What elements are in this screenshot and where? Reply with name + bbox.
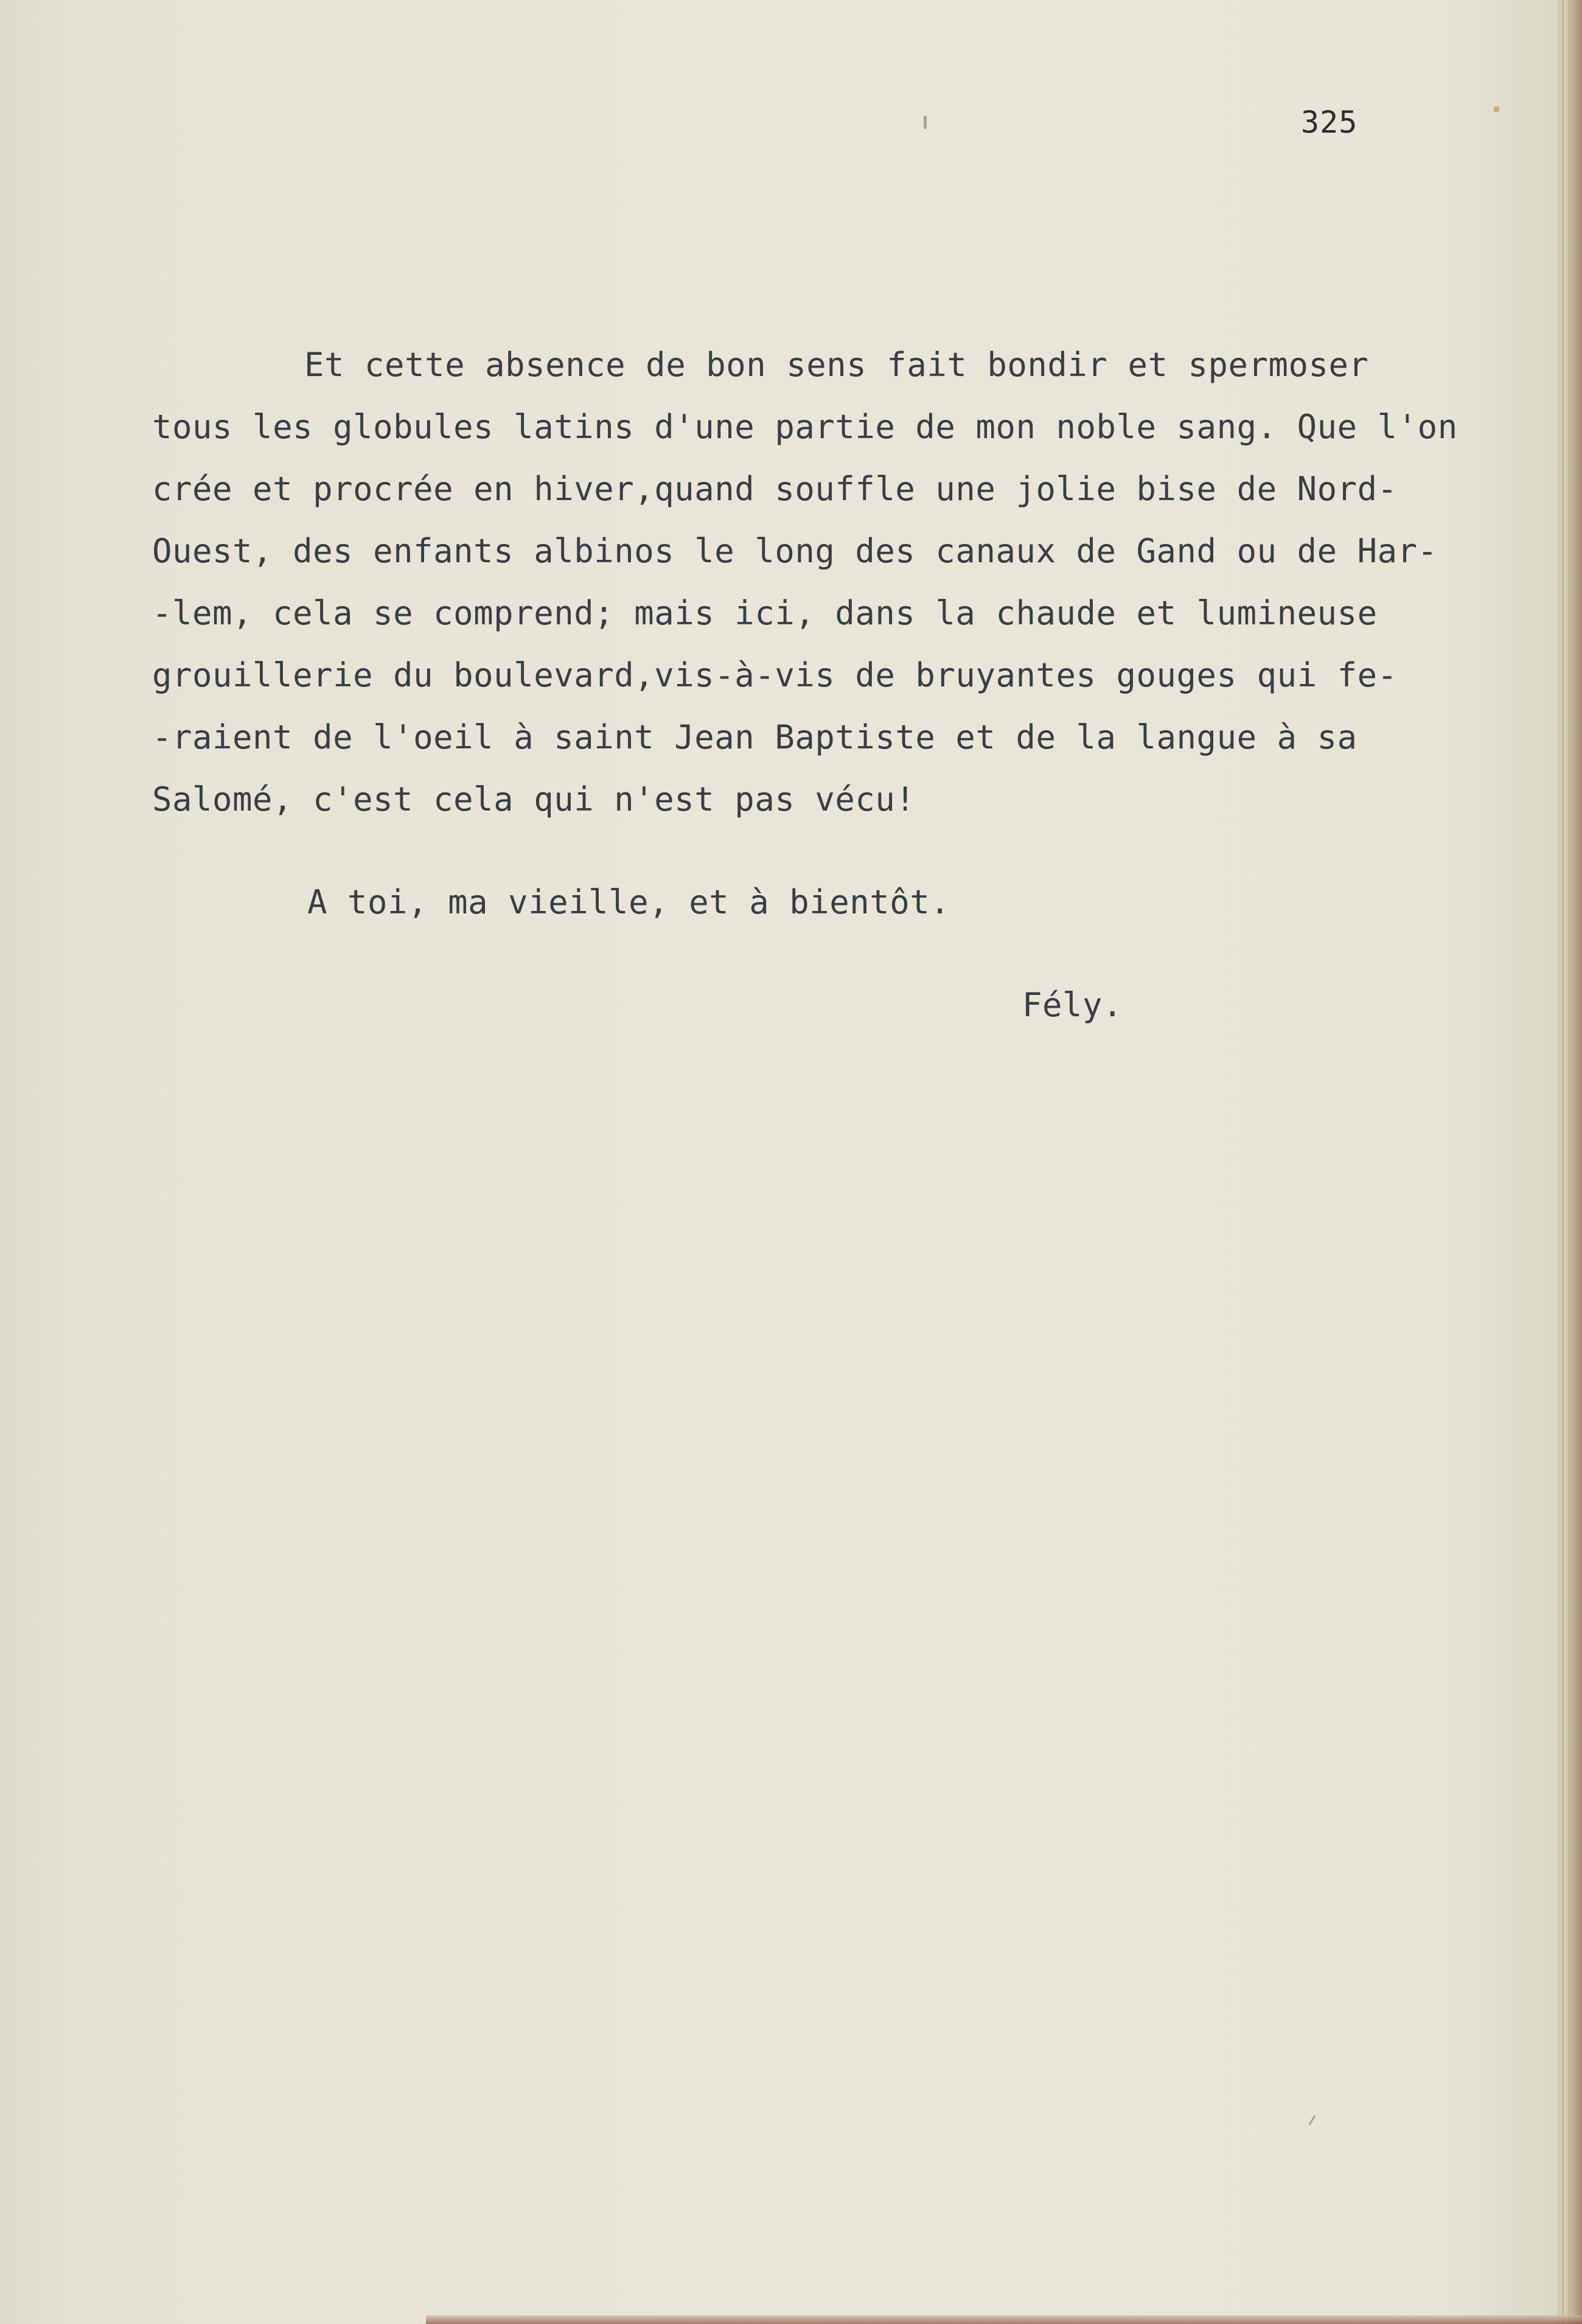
letter-line: Et cette absence de bon sens fait bondir et spermoser (304, 346, 1369, 384)
letter-line: Salomé, c'est cela qui n'est pas vécu! (152, 780, 916, 818)
page-number: 325 (1301, 105, 1358, 140)
letter-closing: A toi, ma vieille, et à bientôt. (307, 883, 950, 921)
letter-line: grouillerie du boulevard,vis-à-vis de bruyantes gouges qui fe- (152, 656, 1398, 694)
ink-speck (1494, 106, 1499, 112)
letter-line: tous les globules latins d'une partie de mon noble sang. Que l'on (152, 408, 1458, 446)
letter-line: -raient de l'oeil à saint Jean Baptiste et de la langue à sa (152, 718, 1357, 756)
page-edge (1558, 0, 1582, 2324)
ink-speck (924, 116, 927, 129)
page-edge-line (1569, 0, 1570, 2324)
letter-line: -lem, cela se comprend; mais ici, dans la chaude et lumineuse (152, 594, 1378, 632)
page-edge-line (1563, 0, 1564, 2324)
page-edge-line (1575, 0, 1576, 2324)
signature: Fély. (1022, 986, 1123, 1024)
book-binding (426, 2315, 1582, 2324)
ink-speck (1309, 2115, 1316, 2125)
letter-line: Ouest, des enfants albinos le long des canaux de Gand ou de Har- (152, 532, 1438, 570)
letter-line: crée et procrée en hiver,quand souffle une jolie bise de Nord- (152, 470, 1398, 508)
